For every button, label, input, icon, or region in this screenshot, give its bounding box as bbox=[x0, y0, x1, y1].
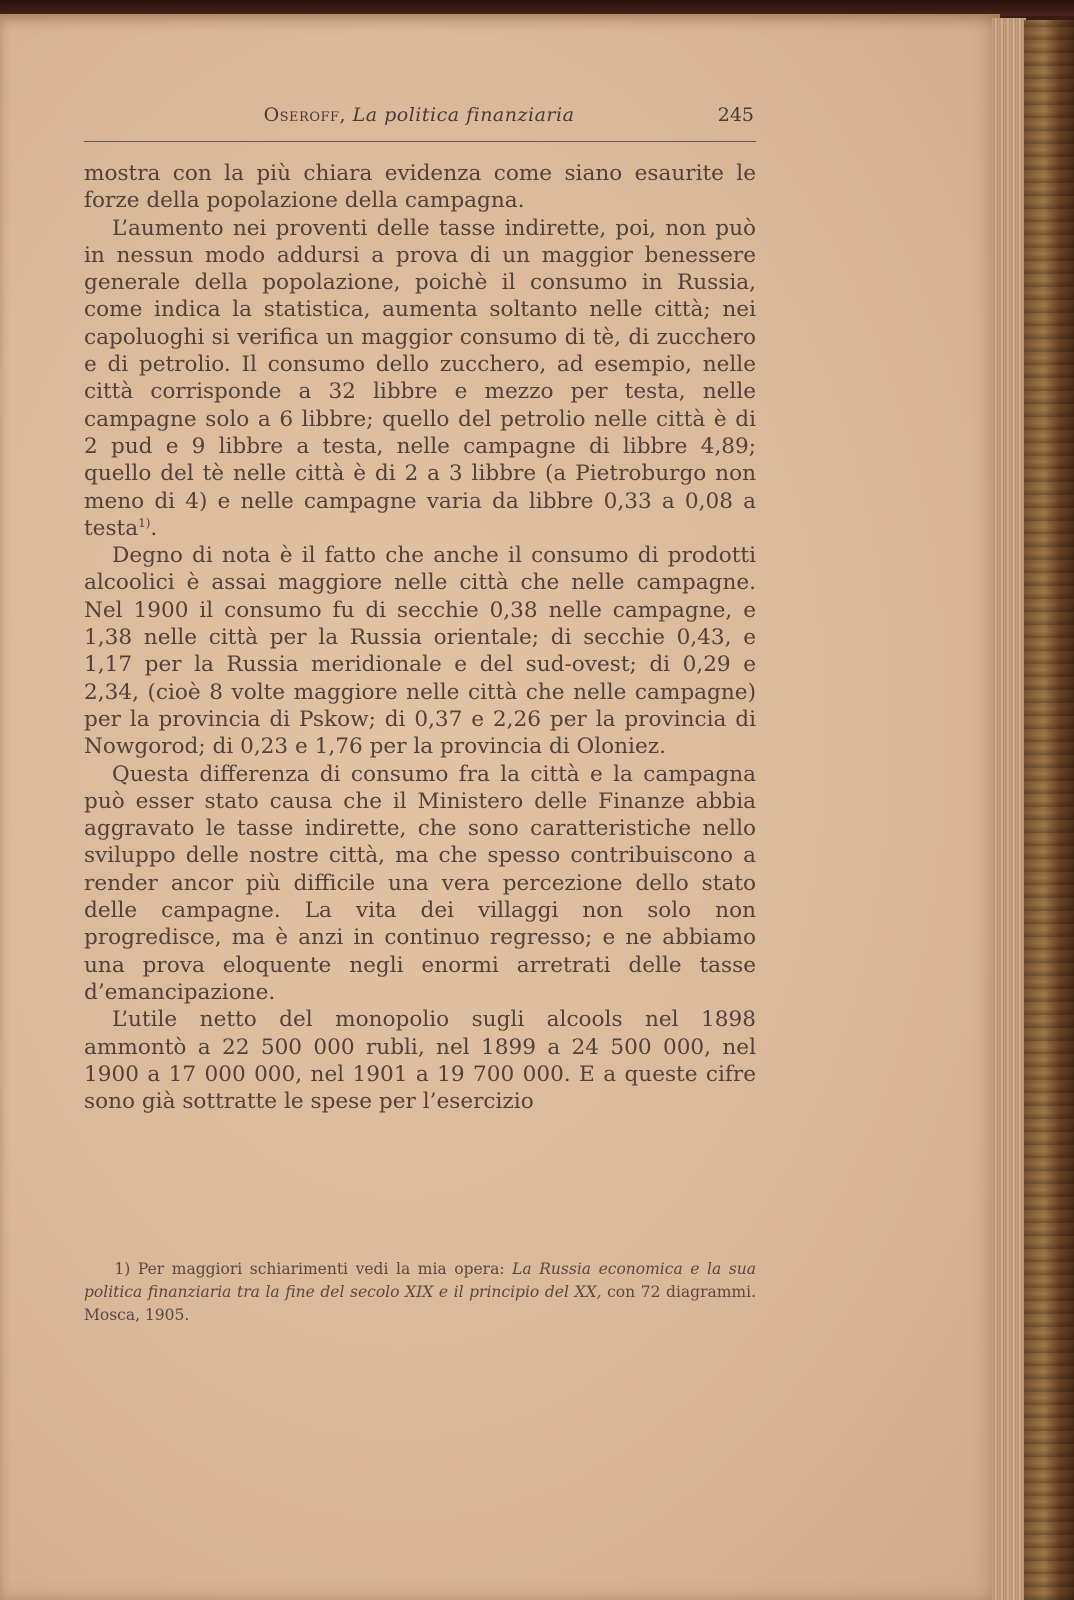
paragraph: mostra con la più chiara evidenza come siano esaurite le forze della popolazione della campagna. bbox=[84, 161, 756, 214]
running-header bbox=[84, 100, 754, 132]
footnote-marker: 1) bbox=[114, 1260, 131, 1278]
footnote-publication: con 72 diagrammi. Mosca, 1905. bbox=[84, 1283, 757, 1324]
paragraph: Questa differenza di consumo fra la città e la campagna può esser stato causa che il Ministero delle Finanze abbia aggravato le tasse indirette, che sono caratteristiche nello sviluppo delle nostre città, ma che spesso contribuiscono a render ancor più difficile una vera percezione dello stato delle campagne. La vita dei villaggi non solo non progredisce, ma è anzi in continuo regresso; e ne abbiamo una prova eloquente negli enormi arretrati delle tasse d’emancipazione. bbox=[84, 761, 756, 1005]
page-number: 245 bbox=[717, 104, 754, 126]
paragraph: Degno di nota è il fatto che anche il consumo di prodotti alcoolici è assai maggiore nelle città che nelle campagne. Nel 1900 il consumo fu di secchie 0,38 nelle campagne, e 1,38 nelle città per la Russia orientale; di secchie 0,43, e 1,17 per la Russia meridionale e del sud-ovest; di 0,29 e 2,34, (cioè 8 volte maggiore nelle città che nelle campagne) per la provincia di Pskow; di 0,37 e 2,26 per la provincia di Nowgorod; di 0,23 e 1,76 per la provincia di Oloniez. bbox=[84, 543, 756, 760]
main-text bbox=[84, 160, 756, 1115]
page-stack-edge bbox=[992, 18, 1026, 1600]
running-title bbox=[84, 104, 754, 126]
header-author: Oseroff, bbox=[263, 104, 347, 126]
footnote-reference: 1) bbox=[138, 515, 151, 530]
footnote-work-title: La Russia economica e la sua politica finanziaria tra la fine del secolo XIX e il principio del XX, bbox=[84, 1260, 756, 1301]
footnote bbox=[84, 1258, 756, 1327]
paragraph bbox=[84, 215, 756, 543]
header-title: La politica finanziaria bbox=[352, 104, 575, 126]
paragraph: L’utile netto del monopolio sugli alcools nel 1898 ammontò a 22 500 000 rubli, nel 1899 a 24 500 000, nel 1900 a 17 000 000, nel 1901 a 19 700 000. E a queste cifre sono già sottratte le spese per l’esercizio bbox=[84, 1007, 756, 1115]
header-rule bbox=[84, 141, 756, 142]
book-binding-edge bbox=[1024, 20, 1074, 1600]
paragraph-end: . bbox=[150, 515, 158, 541]
footnote-text: Per maggiori schiarimenti vedi la mia opera: bbox=[137, 1260, 505, 1278]
paragraph-text: L’aumento nei proventi delle tasse indirette, poi, non può in nessun modo addursi a prova di un maggior benessere generale della popolazione, poichè il consumo in Russia, come indica la statistica, aumenta soltanto nelle città; nei capoluoghi si verifica un maggior consumo di tè, di zucchero e di petrolio. Il consumo dello zucchero, ad esempio, nelle città corrisponde a 32 libbre e mezzo per testa, nelle campagne solo a 6 libbre; quello del petrolio nelle città è di 2 pud e 9 libbre a testa, nelle campagne di libbre 4,89; quello del tè nelle città è di 2 a 3 libbre (a Pietroburgo non meno di 4) e nelle campagne varia da libbre 0,33 a 0,08 a testa bbox=[84, 215, 756, 541]
